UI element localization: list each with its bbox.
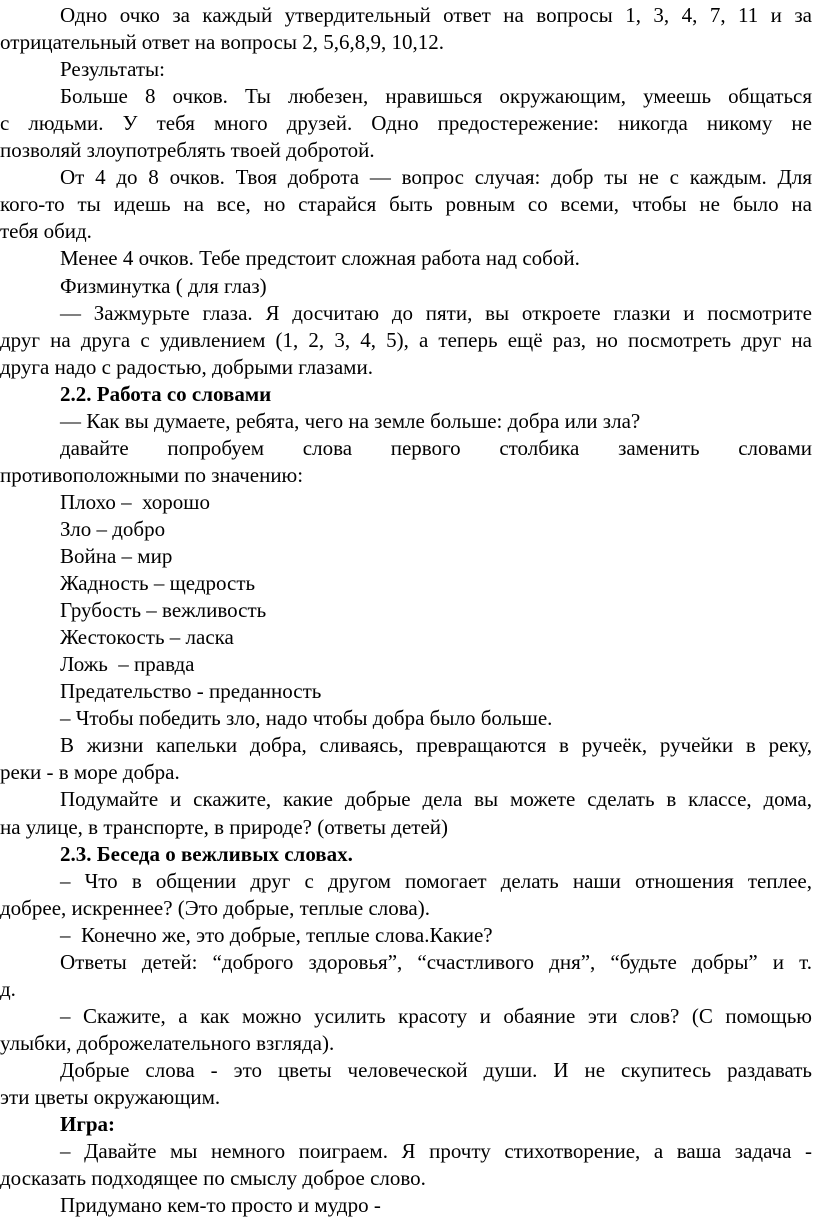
- text-line: тебя обид.: [0, 219, 92, 243]
- text-line: — Зажмурьте глаза. Я досчитаю до пяти, вы откроете глазки и посмотрите: [60, 301, 812, 325]
- text-line: Физминутка ( для глаз): [60, 274, 267, 298]
- text-line: давайте попробуем слова первого столбика заменить словами: [60, 436, 812, 460]
- text-line: Ответы детей: “доброго здоровья”, “счастливого дня”, “будьте добры” и т.: [60, 950, 812, 974]
- text-line: д.: [0, 977, 16, 1001]
- text-line: Результаты:: [60, 57, 165, 81]
- text-line: В жизни капельки добра, сливаясь, превращаются в ручеёк, ручейки в реку,: [60, 733, 812, 757]
- text-line: Подумайте и скажите, какие добрые дела вы можете сделать в классе, дома,: [60, 787, 812, 811]
- text-line: эти цветы окружающим.: [0, 1085, 221, 1109]
- text-line: друга надо с радостью, добрыми глазами.: [0, 355, 373, 379]
- text-line: досказать подходящее по смыслу доброе слово.: [0, 1166, 426, 1190]
- text-line: Добрые слова - это цветы человеческой души. И не скупитесь раздавать: [60, 1058, 812, 1082]
- text-line: – Давайте мы немного поиграем. Я прочту стихотворение, а ваша задача -: [60, 1139, 812, 1163]
- text-line: Грубость – вежливость: [60, 598, 267, 622]
- text-line: Предательство - преданность: [60, 679, 322, 703]
- text-line: Игра:: [60, 1112, 116, 1136]
- text-line: 2.3. Беседа о вежливых словах.: [60, 842, 353, 866]
- text-line: Жадность – щедрость: [60, 571, 256, 595]
- text-line: с людьми. У тебя много друзей. Одно предостережение: никогда никому не: [0, 111, 812, 135]
- text-line: Плохо – хорошо: [60, 490, 210, 514]
- text-line: – Чтобы победить зло, надо чтобы добра было больше.: [60, 706, 553, 730]
- text-line: От 4 до 8 очков. Твоя доброта — вопрос случая: добр ты не с каждым. Для: [60, 165, 812, 189]
- text-line: Жестокость – ласка: [60, 625, 234, 649]
- text-line: отрицательный ответ на вопросы 2, 5,6,8,9, 10,12.: [0, 30, 445, 54]
- text-line: улыбки, доброжелательного взгляда).: [0, 1031, 335, 1055]
- text-line: – Скажите, а как можно усилить красоту и обаяние эти слов? (С помощью: [60, 1004, 812, 1028]
- text-line: друг на друга с удивлением (1, 2, 3, 4, 5), а теперь ещё раз, но посмотреть друг на: [0, 328, 812, 352]
- text-line: Придумано кем-то просто и мудро -: [60, 1193, 381, 1217]
- text-line: кого-то ты идешь на все, но старайся быть ровным со всеми, чтобы не было на: [0, 192, 812, 216]
- text-line: – Что в общении друг с другом помогает делать наши отношения теплее,: [60, 869, 812, 893]
- text-line: Больше 8 очков. Ты любезен, нравишься окружающим, умеешь общаться: [60, 84, 812, 108]
- text-line: противоположными по значению:: [0, 463, 304, 487]
- text-line: добрее, искреннее? (Это добрые, теплые слова).: [0, 896, 430, 920]
- text-line: Одно очко за каждый утвердительный ответ на вопросы 1, 3, 4, 7, 11 и за: [60, 3, 812, 27]
- text-line: Менее 4 очков. Тебе предстоит сложная работа над собой.: [60, 246, 580, 270]
- text-line: Зло – добро: [60, 517, 166, 541]
- text-line: Ложь – правда: [60, 652, 195, 676]
- text-line: на улице, в транспорте, в природе? (ответы детей): [0, 815, 448, 839]
- text-line: 2.2. Работа со словами: [60, 382, 272, 406]
- text-line: Война – мир: [60, 544, 173, 568]
- text-line: позволяй злоупотреблять твоей добротой.: [0, 138, 375, 162]
- text-line: реки - в море добра.: [0, 760, 180, 784]
- text-line: – Конечно же, это добрые, теплые слова.Какие?: [60, 923, 493, 947]
- text-line: — Как вы думаете, ребята, чего на земле больше: добра или зла?: [60, 409, 641, 433]
